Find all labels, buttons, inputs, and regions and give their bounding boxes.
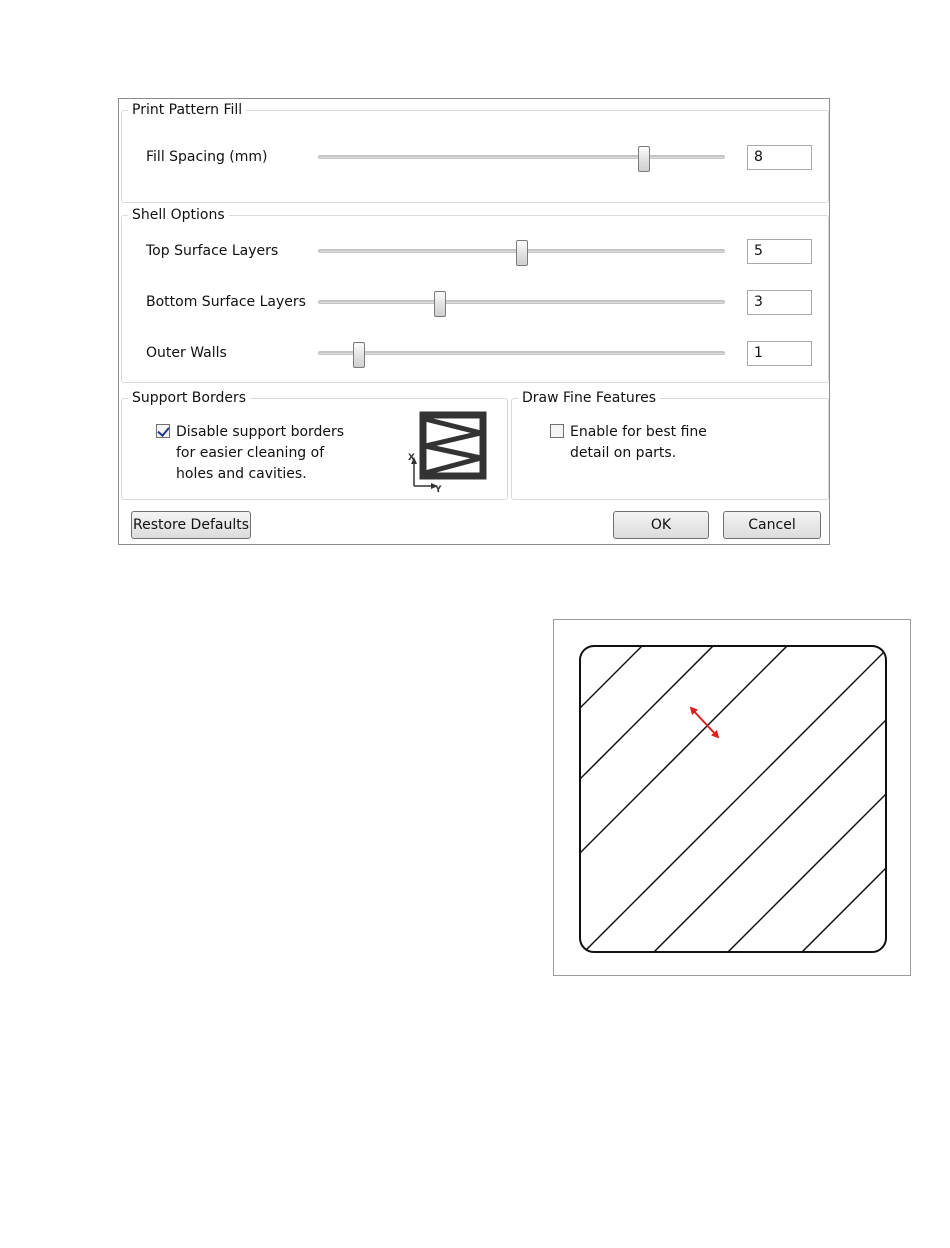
outer-walls-slider-thumb[interactable] xyxy=(353,342,365,368)
disable-support-borders-line2: for easier cleaning of xyxy=(176,445,325,461)
draw-fine-features-title: Draw Fine Features xyxy=(518,389,660,407)
disable-support-borders-line1: Disable support borders xyxy=(176,424,345,440)
outer-walls-input[interactable]: 1 xyxy=(747,341,812,366)
fill-line xyxy=(554,620,899,959)
disable-support-borders-checkbox[interactable] xyxy=(156,424,170,438)
support-borders-group xyxy=(121,390,508,500)
disable-support-borders-line3: holes and cavities. xyxy=(176,466,307,482)
bottom-surface-layers-label: Bottom Surface Layers xyxy=(146,294,306,310)
restore-defaults-button[interactable]: Restore Defaults xyxy=(131,511,251,539)
disable-support-borders-text[interactable] xyxy=(176,422,344,485)
fill-line xyxy=(724,760,910,975)
support-border-zigzag xyxy=(425,419,481,473)
ok-button[interactable]: OK xyxy=(613,511,709,539)
enable-fine-features-line1: Enable for best fine xyxy=(570,424,707,440)
support-borders-title: Support Borders xyxy=(128,389,250,407)
fill-spacing-input[interactable]: 8 xyxy=(747,145,812,170)
fill-line xyxy=(554,620,910,975)
bottom-surface-layers-slider-track[interactable] xyxy=(318,300,725,304)
shell-options-group xyxy=(121,207,829,383)
bottom-surface-layers-slider[interactable] xyxy=(318,291,725,313)
part-outline xyxy=(580,646,886,952)
print-pattern-fill-group xyxy=(121,102,829,203)
fill-spacing-label: Fill Spacing (mm) xyxy=(146,149,268,165)
top-surface-layers-input[interactable]: 5 xyxy=(747,239,812,264)
fill-line xyxy=(574,620,910,975)
enable-fine-features-line2: detail on parts. xyxy=(570,445,677,461)
cancel-button[interactable]: Cancel xyxy=(723,511,821,539)
fill-spacing-slider[interactable] xyxy=(318,146,725,168)
axis-x-label: X xyxy=(408,453,415,463)
outer-walls-slider-track[interactable] xyxy=(318,351,725,355)
spacing-arrow-icon xyxy=(691,708,718,737)
outer-walls-slider[interactable] xyxy=(318,342,725,364)
outer-walls-label: Outer Walls xyxy=(146,345,227,361)
top-surface-layers-slider[interactable] xyxy=(318,240,725,262)
draw-fine-features-group xyxy=(511,390,829,500)
enable-fine-features-text[interactable] xyxy=(570,422,707,464)
print-pattern-fill-title: Print Pattern Fill xyxy=(128,101,246,119)
axis-y-label: Y xyxy=(435,485,442,493)
print-settings-dialog xyxy=(118,98,830,545)
top-surface-layers-slider-thumb[interactable] xyxy=(516,240,528,266)
bottom-surface-layers-input[interactable]: 3 xyxy=(747,290,812,315)
fill-pattern-diagram xyxy=(553,619,911,976)
fill-line xyxy=(650,686,910,975)
enable-fine-features-checkbox[interactable] xyxy=(550,424,564,438)
top-surface-layers-label: Top Surface Layers xyxy=(146,243,279,259)
shell-options-title: Shell Options xyxy=(128,206,229,224)
fill-pattern-svg xyxy=(554,620,910,975)
disable-support-borders-option[interactable] xyxy=(156,422,344,485)
enable-fine-features-option[interactable] xyxy=(550,422,707,464)
fill-spacing-slider-track[interactable] xyxy=(318,155,725,159)
support-border-diagram-icon xyxy=(392,411,492,493)
fill-spacing-slider-thumb[interactable] xyxy=(638,146,650,172)
bottom-surface-layers-slider-thumb[interactable] xyxy=(434,291,446,317)
